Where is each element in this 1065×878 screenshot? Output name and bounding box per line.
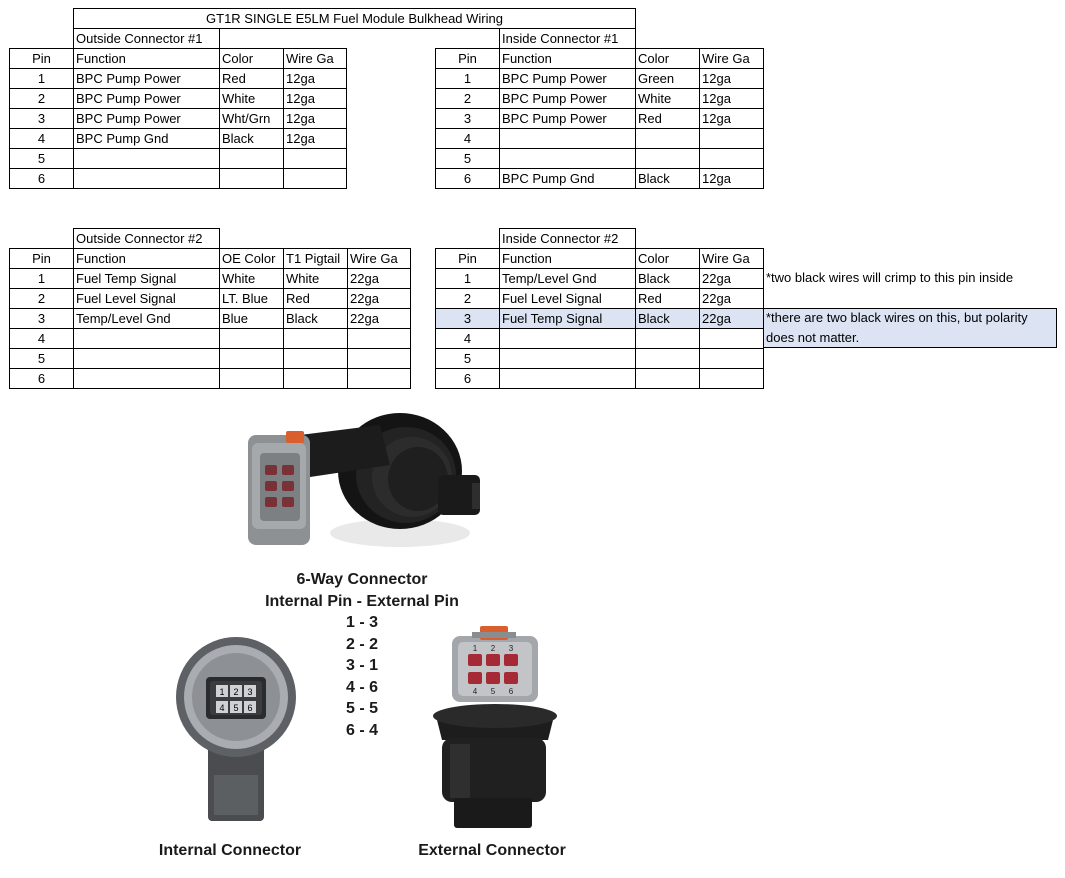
- external-pin-label: 2: [490, 644, 496, 653]
- function-cell: [73, 168, 220, 189]
- gauge-cell: 12ga: [283, 128, 347, 149]
- pin-cell: 6: [9, 368, 74, 389]
- pin-cell: 1: [435, 268, 500, 289]
- color-cell: [219, 168, 284, 189]
- color-cell: [635, 128, 700, 149]
- oe-color-cell: [219, 348, 284, 369]
- diagram-subheading: Internal Pin - External Pin: [265, 593, 459, 610]
- pin-cell: 1: [435, 68, 500, 89]
- function-cell: [73, 348, 220, 369]
- oe-color-cell: White: [219, 268, 284, 289]
- gauge-cell: [699, 328, 764, 349]
- pin-cell: 6: [435, 168, 500, 189]
- pigtail-cell: White: [283, 268, 348, 289]
- col-header: Wire Ga: [283, 48, 347, 69]
- pin-mapping-item: 6 - 4: [345, 722, 378, 739]
- function-cell: Temp/Level Gnd: [73, 308, 220, 329]
- color-cell: White: [635, 88, 700, 109]
- function-cell: [499, 368, 636, 389]
- pigtail-cell: [283, 368, 348, 389]
- function-cell: BPC Pump Power: [499, 68, 636, 89]
- oe-color-cell: [219, 368, 284, 389]
- pin-cell: 2: [9, 288, 74, 309]
- bulkhead-connector-photo: [240, 405, 500, 555]
- col-header: Pin: [435, 248, 500, 269]
- function-cell: [73, 148, 220, 169]
- pin-cell: 2: [9, 88, 74, 109]
- gauge-cell: 22ga: [347, 308, 411, 329]
- gauge-cell: 22ga: [347, 268, 411, 289]
- function-cell: Fuel Level Signal: [499, 288, 636, 309]
- function-cell: [73, 328, 220, 349]
- color-cell: [219, 148, 284, 169]
- sheet-title: GT1R SINGLE E5LM Fuel Module Bulkhead Wiring: [73, 8, 636, 29]
- external-connector-photo: [420, 620, 570, 832]
- color-cell: Black: [219, 128, 284, 149]
- col-header: T1 Pigtail: [283, 248, 348, 269]
- gauge-cell: 12ga: [699, 168, 764, 189]
- col-header: Color: [635, 48, 700, 69]
- color-cell: [635, 368, 700, 389]
- gauge-cell: [283, 148, 347, 169]
- color-cell: Red: [219, 68, 284, 89]
- pin-cell: 6: [9, 168, 74, 189]
- table-caption: Inside Connector #1: [499, 28, 636, 49]
- external-connector-label: External Connector: [418, 842, 566, 859]
- pin-cell: 5: [9, 348, 74, 369]
- gauge-cell: [699, 368, 764, 389]
- col-header: Pin: [9, 248, 74, 269]
- internal-pin-label: 2: [233, 687, 239, 697]
- function-cell: Fuel Level Signal: [73, 288, 220, 309]
- table-caption: Inside Connector #2: [499, 228, 636, 249]
- gauge-cell: 12ga: [699, 88, 764, 109]
- gauge-cell: [699, 128, 764, 149]
- gauge-cell: 12ga: [283, 68, 347, 89]
- color-cell: [635, 148, 700, 169]
- col-header: Wire Ga: [699, 248, 764, 269]
- note-pin3-line1: *there are two black wires on this, but polarity: [766, 310, 1028, 325]
- pigtail-cell: Red: [283, 288, 348, 309]
- function-cell: [73, 368, 220, 389]
- gauge-cell: 22ga: [699, 308, 764, 329]
- pin-cell: 1: [9, 68, 74, 89]
- col-header: Function: [499, 248, 636, 269]
- gauge-cell: 22ga: [699, 268, 764, 289]
- function-cell: BPC Pump Power: [73, 88, 220, 109]
- color-cell: Black: [635, 308, 700, 329]
- pin-cell: 5: [9, 148, 74, 169]
- color-cell: Wht/Grn: [219, 108, 284, 129]
- col-header: Pin: [435, 48, 500, 69]
- gauge-cell: [347, 328, 411, 349]
- pin-cell: 1: [9, 268, 74, 289]
- col-header: Function: [499, 48, 636, 69]
- color-cell: Red: [635, 288, 700, 309]
- pin-cell: 5: [435, 348, 500, 369]
- pin-cell: 4: [435, 128, 500, 149]
- internal-pin-label: 4: [219, 703, 225, 713]
- pin-cell: 4: [9, 328, 74, 349]
- internal-pin-label: 6: [247, 703, 253, 713]
- function-cell: BPC Pump Power: [73, 68, 220, 89]
- pin-cell: 3: [9, 108, 74, 129]
- pin-cell: 2: [435, 88, 500, 109]
- gauge-cell: [347, 348, 411, 369]
- gauge-cell: 22ga: [699, 288, 764, 309]
- color-cell: Green: [635, 68, 700, 89]
- external-pin-label: 6: [508, 687, 514, 696]
- color-cell: White: [219, 88, 284, 109]
- color-cell: [635, 348, 700, 369]
- external-pin-label: 5: [490, 687, 496, 696]
- pin-cell: 4: [435, 328, 500, 349]
- function-cell: BPC Pump Power: [73, 108, 220, 129]
- function-cell: [499, 328, 636, 349]
- pigtail-cell: Black: [283, 308, 348, 329]
- gauge-cell: 22ga: [347, 288, 411, 309]
- pin-cell: 3: [435, 108, 500, 129]
- pigtail-cell: [283, 348, 348, 369]
- pigtail-cell: [283, 328, 348, 349]
- function-cell: BPC Pump Gnd: [499, 168, 636, 189]
- diagram-heading: 6-Way Connector: [296, 571, 428, 588]
- color-cell: Black: [635, 268, 700, 289]
- color-cell: Red: [635, 108, 700, 129]
- col-header: Pin: [9, 48, 74, 69]
- gauge-cell: 12ga: [283, 88, 347, 109]
- col-header: Function: [73, 248, 220, 269]
- gauge-cell: 12ga: [283, 108, 347, 129]
- gauge-cell: [347, 368, 411, 389]
- note-pin1: *two black wires will crimp to this pin inside: [766, 270, 1014, 285]
- col-header: Wire Ga: [347, 248, 411, 269]
- external-pin-label: 3: [508, 644, 514, 653]
- pin-cell: 6: [435, 368, 500, 389]
- gauge-cell: 12ga: [699, 108, 764, 129]
- pin-mapping-item: 4 - 6: [345, 679, 378, 696]
- col-header: Color: [219, 48, 284, 69]
- pin-mapping-item: 5 - 5: [345, 700, 378, 717]
- function-cell: [499, 348, 636, 369]
- oe-color-cell: [219, 328, 284, 349]
- gauge-cell: [283, 168, 347, 189]
- oe-color-cell: LT. Blue: [219, 288, 284, 309]
- color-cell: Black: [635, 168, 700, 189]
- col-header: OE Color: [219, 248, 284, 269]
- pin-cell: 3: [9, 308, 74, 329]
- col-header: Wire Ga: [699, 48, 764, 69]
- pin-cell: 4: [9, 128, 74, 149]
- pin-cell: 5: [435, 148, 500, 169]
- oe-color-cell: Blue: [219, 308, 284, 329]
- internal-pin-label: 5: [233, 703, 239, 713]
- pin-cell: 2: [435, 288, 500, 309]
- function-cell: BPC Pump Power: [499, 88, 636, 109]
- table-caption: Outside Connector #1: [73, 28, 220, 49]
- function-cell: BPC Pump Power: [499, 108, 636, 129]
- internal-pin-label: 3: [247, 687, 253, 697]
- color-cell: [635, 328, 700, 349]
- internal-pin-label: 1: [219, 687, 225, 697]
- internal-connector-label: Internal Connector: [158, 842, 302, 859]
- note-pin3-line2: does not matter.: [766, 330, 860, 345]
- internal-connector-photo: [170, 625, 300, 825]
- pin-mapping-item: 2 - 2: [345, 636, 378, 653]
- function-cell: Fuel Temp Signal: [499, 308, 636, 329]
- function-cell: [499, 128, 636, 149]
- col-header: Color: [635, 248, 700, 269]
- pin-mapping-item: 3 - 1: [345, 657, 378, 674]
- gauge-cell: 12ga: [699, 68, 764, 89]
- external-pin-label: 1: [472, 644, 478, 653]
- pin-mapping-item: 1 - 3: [345, 614, 378, 631]
- table-caption: Outside Connector #2: [73, 228, 220, 249]
- external-pin-label: 4: [472, 687, 478, 696]
- function-cell: Temp/Level Gnd: [499, 268, 636, 289]
- function-cell: Fuel Temp Signal: [73, 268, 220, 289]
- col-header: Function: [73, 48, 220, 69]
- pin-cell: 3: [435, 308, 500, 329]
- gauge-cell: [699, 348, 764, 369]
- function-cell: BPC Pump Gnd: [73, 128, 220, 149]
- function-cell: [499, 148, 636, 169]
- gauge-cell: [699, 148, 764, 169]
